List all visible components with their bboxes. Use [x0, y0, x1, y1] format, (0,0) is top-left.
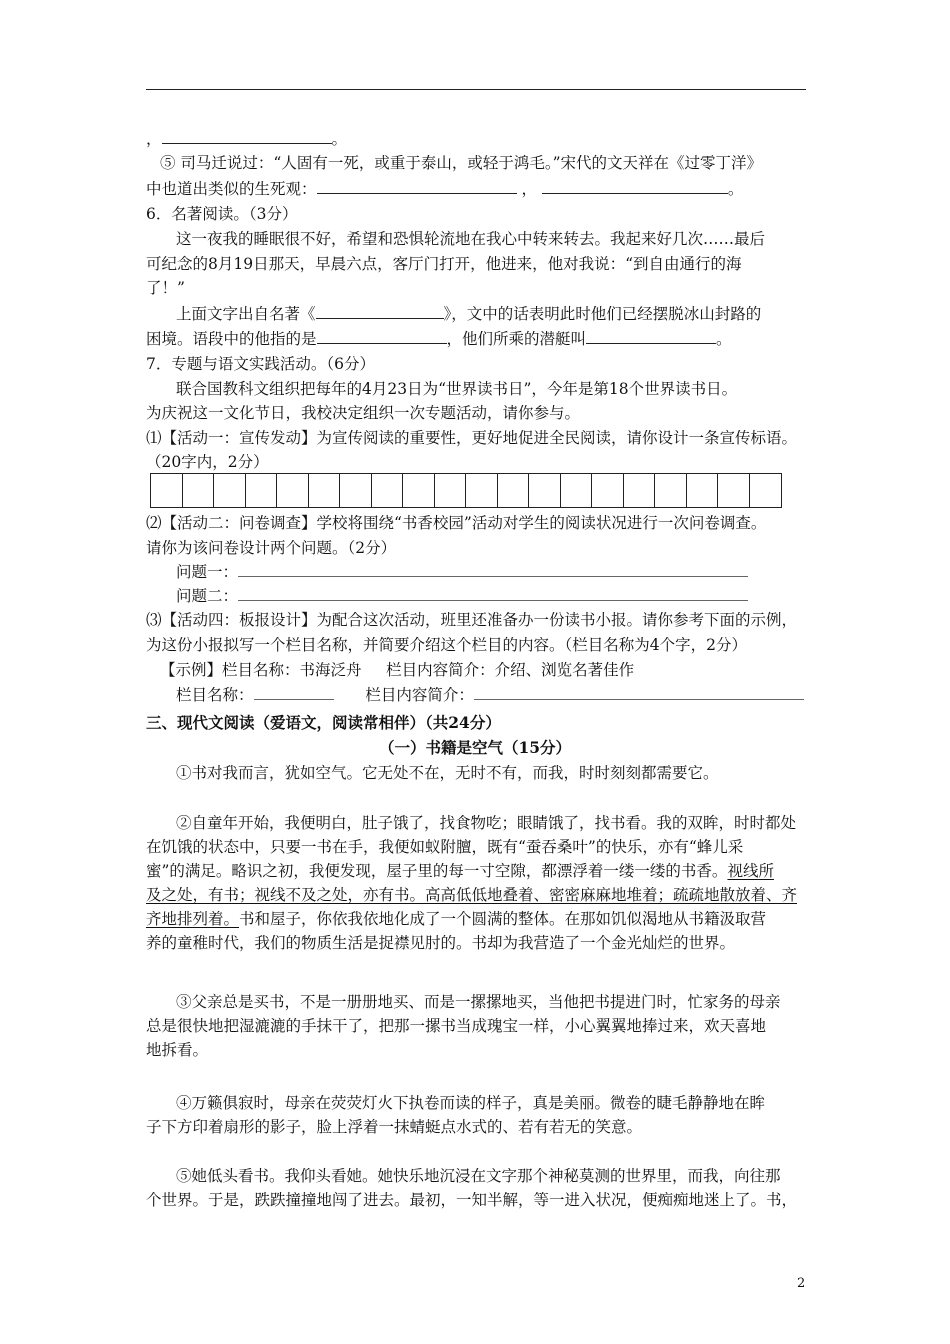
activity-1-line1: ⑴【活动一：宣传发动】为宣传阅读的重要性，更好地促进全民阅读，请你设计一条宣传标语。	[146, 429, 798, 447]
p2-text: 蜜”的满足。略识之初，我便发现，屋子里的每一寸空隙，都漂浮着一缕一缕的书香。	[146, 862, 728, 880]
q7-intro-line2: 为庆祝这一文化节日，我校决定组织一次专题活动，请你参与。	[146, 404, 581, 422]
question-two-row	[176, 585, 748, 607]
answer-blank[interactable]	[542, 178, 728, 194]
section-3-heading: 三、现代文阅读（爱语文，阅读常相伴）（共24分）	[146, 713, 501, 732]
column-example: 【示例】栏目名称：书海泛舟 栏目内容简介：介绍、浏览名著佳作	[160, 661, 635, 679]
page-number: 2	[797, 1276, 806, 1291]
q6-prompt-b: 》，文中的话表明此时他们已经摆脱冰山封路的	[443, 305, 762, 323]
he-refers-blank[interactable]	[317, 328, 447, 344]
q6-prompt-c: 困境。语段中的他指的是	[146, 330, 317, 348]
grid-cell[interactable]	[561, 474, 593, 507]
article-p3-line2: 总是很快地把湿漉漉的手抹干了，把那一摞书当成瑰宝一样，小心翼翼地捧过来，欢天喜地	[146, 1017, 767, 1035]
q6-passage-line2: 可纪念的8月19日那天，早晨六点，客厅门打开，他进来，他对我说：“到自由通行的海	[146, 255, 742, 273]
question-7-title: 7．专题与语文实践活动。（6分）	[146, 355, 375, 373]
article-p4-line2: 子下方印着扇形的影子，脸上浮着一抹蜻蜓点水式的、若有若无的笑意。	[146, 1118, 643, 1136]
answer-blank[interactable]	[162, 128, 332, 144]
book-title-blank[interactable]	[316, 303, 444, 319]
activity-4-line2: 为这份小报拟写一个栏目名称，并简要介绍这个栏目的内容。（栏目名称为4个字，2分）	[146, 636, 747, 654]
question-one-label: 问题一：	[176, 563, 239, 581]
article-p2-line2: 在饥饿的状态中，只要一书在手，我便如蚁附膻，既有“蚕吞桑叶”的快乐，亦有“蜂儿采	[146, 838, 744, 856]
article-p2-line3	[146, 860, 774, 882]
underlined-sentence: 及之处，有书；视线不及之处，亦有书。高高低低地叠着、密密麻麻地堆着；疏疏地散放着、齐	[146, 886, 798, 904]
q6-prompt-a: 上面文字出自名著《	[176, 305, 316, 323]
article-p2-line1: ②自童年开始，我便明白，肚子饿了，找食物吃；眼睛饿了，找书看。我的双眸，时时都处	[176, 814, 797, 832]
q6-question-line2	[146, 328, 732, 350]
header-rule	[146, 89, 806, 90]
question-5-5-line1: ⑤ 司马迁说过：“人固有一死，或重于泰山，或轻于鸿毛。”宋代的文天祥在《过零丁洋》	[160, 154, 763, 172]
grid-cell[interactable]	[403, 474, 435, 507]
period: 。	[716, 330, 732, 348]
column-name-label: 栏目名称：	[176, 686, 254, 704]
question-two-label: 问题二：	[176, 587, 239, 605]
article-p5-line2: 个世界。于是，跌跌撞撞地闯了进去。最初，一知半解，等一进入状况，便痴痴地迷上了。书，	[146, 1191, 798, 1209]
question-two-blank[interactable]	[238, 585, 748, 601]
grid-cell[interactable]	[309, 474, 341, 507]
grid-cell[interactable]	[529, 474, 561, 507]
p2-text: 书和屋子，你依我依地化成了一个圆满的整体。在那如饥似渴地从书籍汲取营	[239, 910, 767, 928]
article-p3-line1: ③父亲总是买书，不是一册册地买、而是一摞摞地买，当他把书提进门时，忙家务的母亲	[176, 993, 781, 1011]
q6-passage-line1: 这一夜我的睡眠很不好，希望和恐惧轮流地在我心中转来转去。我起来好几次……最后	[176, 230, 766, 248]
separator: ，	[521, 180, 537, 198]
activity-2-line1: ⑵【活动二：问卷调查】学校将围绕“书香校园”活动对学生的阅读状况进行一次问卷调查。	[146, 514, 767, 532]
grid-cell[interactable]	[151, 474, 183, 507]
question-one-row	[176, 561, 748, 583]
question-6-title: 6．名著阅读。（3分）	[146, 205, 298, 223]
slogan-answer-grid[interactable]	[150, 473, 782, 508]
activity-4-line1: ⑶【活动四：板报设计】为配合这次活动，班里还准备办一份读书小报。请你参考下面的示例，	[146, 611, 798, 629]
answer-line-fragment	[146, 128, 347, 150]
grid-cell[interactable]	[592, 474, 624, 507]
grid-cell[interactable]	[655, 474, 687, 507]
grid-cell[interactable]	[340, 474, 372, 507]
grid-cell[interactable]	[466, 474, 498, 507]
q6-question-line1	[176, 303, 761, 325]
activity-2-line2: 请你为该问卷设计两个问题。（2分）	[146, 539, 397, 557]
column-answer-row	[176, 684, 804, 706]
q6-prompt-d: ，他们所乘的潜艇叫	[446, 330, 587, 348]
answer-blank[interactable]	[317, 178, 517, 194]
column-intro-blank[interactable]	[474, 684, 804, 700]
grid-cell[interactable]	[183, 474, 215, 507]
grid-cell[interactable]	[624, 474, 656, 507]
article-p3-line3: 地拆看。	[146, 1041, 209, 1059]
article-paragraph-1: ①书对我而言，犹如空气。它无处不在，无时不有，而我，时时刻刻都需要它。	[176, 764, 719, 782]
question-5-5-line2	[146, 178, 743, 200]
grid-cell[interactable]	[718, 474, 750, 507]
activity-1-line2: （20字内，2分）	[146, 453, 269, 471]
grid-cell[interactable]	[214, 474, 246, 507]
q7-intro-line1: 联合国教科文组织把每年的4月23日为“世界读书日”，今年是第18个世界读书日。	[176, 380, 738, 398]
question-one-blank[interactable]	[238, 561, 748, 577]
article-p2-line6: 养的童稚时代，我们的物质生活是捉襟见肘的。书却为我营造了一个金光灿烂的世界。	[146, 934, 736, 952]
article-p2-line5	[146, 908, 766, 930]
grid-cell[interactable]	[750, 474, 782, 507]
grid-cell[interactable]	[246, 474, 278, 507]
article-p5-line1: ⑤她低头看书。我仰头看她。她快乐地沉浸在文字那个神秘莫测的世界里，而我，向往那	[176, 1167, 781, 1185]
article-title: （一）书籍是空气（15分）	[378, 738, 572, 757]
grid-cell[interactable]	[498, 474, 530, 507]
underlined-sentence: 齐地排列着。	[146, 910, 240, 928]
period: 。	[727, 180, 744, 198]
grid-cell[interactable]	[277, 474, 309, 507]
column-name-blank[interactable]	[254, 684, 334, 700]
column-intro-label: 栏目内容简介：	[365, 686, 474, 704]
article-p4-line1: ④万籁俱寂时，母亲在荧荧灯火下执卷而读的样子，真是美丽。微卷的睫毛静静地在眸	[176, 1094, 766, 1112]
q6-passage-line3: 了！”	[146, 279, 185, 297]
grid-cell[interactable]	[372, 474, 404, 507]
grid-cell[interactable]	[435, 474, 467, 507]
q5-5-prompt: 中也道出类似的生死观：	[146, 180, 317, 198]
submarine-name-blank[interactable]	[586, 328, 716, 344]
grid-cell[interactable]	[687, 474, 719, 507]
comma: ，	[146, 130, 162, 148]
period: 。	[331, 130, 348, 148]
underlined-sentence: 视线所	[727, 862, 774, 880]
